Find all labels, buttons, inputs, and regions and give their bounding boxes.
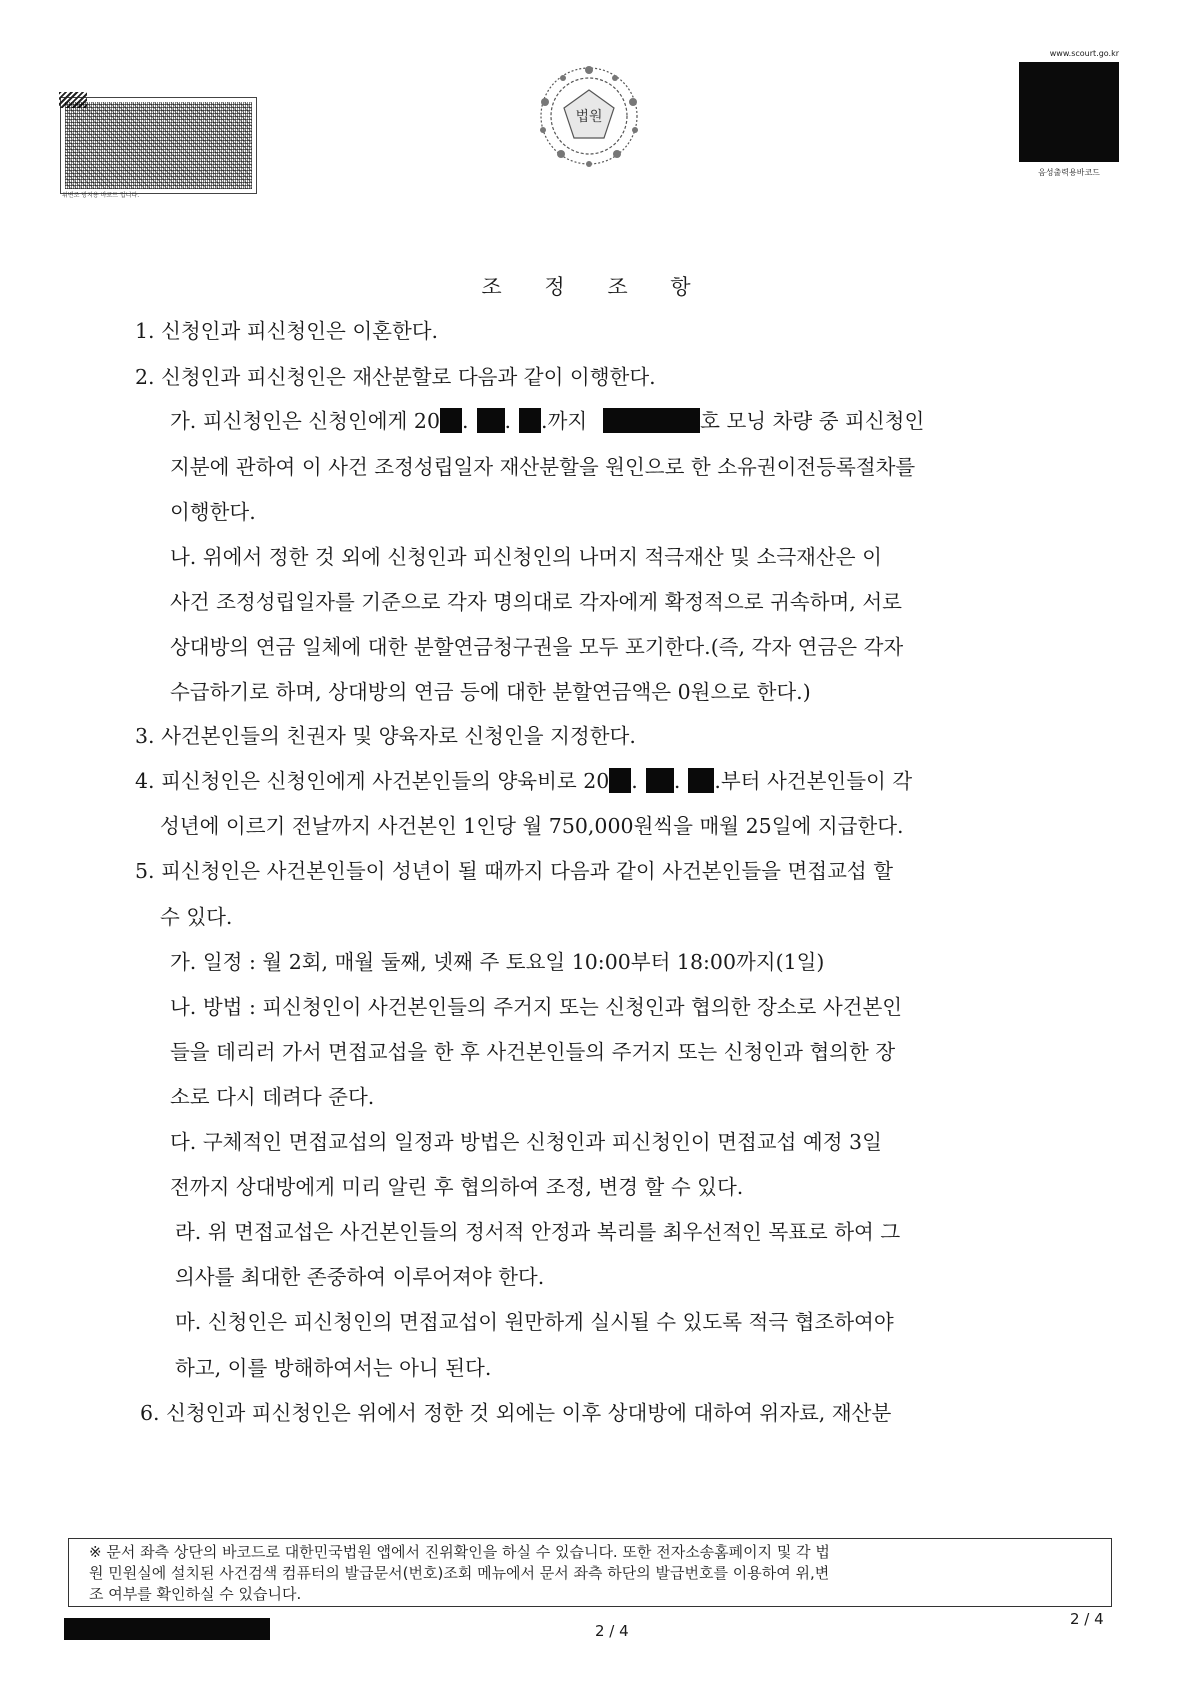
clause-2-na-cont: 사건 조정성립일자를 기준으로 각자 명의대로 각자에게 확정적으로 귀속하며, 서로 [170, 590, 902, 614]
barcode-caption: 위변조 방지용 바코드 입니다. [62, 192, 140, 199]
clause-5-da: 다. 구체적인 면접교섭의 일정과 방법은 신청인과 피신청인이 면접교섭 예정 3일 [170, 1130, 882, 1154]
clause-text: 가. 피신청인은 신청인에게 20 [170, 409, 440, 433]
clause-2: 2. 신청인과 피신청인은 재산분할로 다음과 같이 이행한다. [135, 365, 656, 389]
redaction-block [477, 408, 505, 433]
issue-number-redaction [64, 1618, 270, 1640]
clause-5-na-cont: 들을 데리러 가서 면접교섭을 한 후 사건본인들의 주거지 또는 신청인과 협의한 장 [170, 1040, 896, 1064]
clause-2-ga-cont: 지분에 관하여 이 사건 조정성립일자 재산분할을 원인으로 한 소유권이전등록절차를 [170, 455, 916, 479]
clause-5-ma: 마. 신청인은 피신청인의 면접교섭이 원만하게 실시될 수 있도록 적극 협조하여야 [175, 1310, 894, 1334]
redaction-block [646, 768, 674, 793]
redaction-block [519, 408, 541, 433]
voice-output-barcode [1019, 62, 1119, 162]
page-number-right: 2 / 4 [1070, 1610, 1104, 1628]
clause-text: 4. 피신청인은 신청인에게 사건본인들의 양육비로 20 [135, 769, 610, 793]
document-title: 조 정 조 항 [481, 275, 709, 299]
clause-text: . [673, 769, 681, 793]
notice-line: 조 여부를 확인하실 수 있습니다. [89, 1585, 302, 1603]
court-emblem [535, 62, 643, 170]
voice-barcode-caption: 음성출력용바코드 [1038, 168, 1100, 177]
clause-1: 1. 신청인과 피신청인은 이혼한다. [135, 319, 439, 343]
clause-5-cont: 수 있다. [160, 905, 233, 929]
clause-2-na-cont: 수급하기로 하며, 상대방의 연금 등에 대한 분할연금액은 0원으로 한다.) [170, 680, 811, 704]
clause-2-ga-cont: 이행한다. [170, 500, 256, 524]
clause-5-ma-cont: 하고, 이를 방해하여서는 아니 된다. [175, 1356, 492, 1380]
clause-5-ra-cont: 의사를 최대한 존중하여 이루어져야 한다. [175, 1265, 545, 1289]
site-url: www.scourt.go.kr [1049, 49, 1119, 58]
clause-text: . [631, 769, 638, 793]
verification-notice [68, 1538, 1112, 1607]
barcode-pattern [65, 102, 252, 189]
clause-text: . [461, 409, 469, 433]
anti-forgery-barcode [60, 97, 257, 194]
clause-text: . [504, 409, 512, 433]
court-emblem-icon [535, 62, 643, 170]
redaction-block [603, 408, 700, 433]
clause-2-na-cont: 상대방의 연금 일체에 대한 분할연금청구권을 모두 포기한다.(즉, 각자 연금은 각자 [170, 635, 904, 659]
emblem-label: 법원 [575, 109, 603, 125]
clause-text: 호 모닝 차량 중 피신청인 [700, 409, 925, 433]
clause-4-cont: 성년에 이르기 전날까지 사건본인 1인당 월 750,000원씩을 매월 25일에 지급한다. [160, 814, 904, 838]
clause-5-na-cont: 소로 다시 데려다 준다. [170, 1085, 375, 1109]
page-number: 2 / 4 [595, 1622, 629, 1640]
clause-5-na: 나. 방법 : 피신청인이 사건본인들의 주거지 또는 신청인과 협의한 장소로 사건본인 [170, 995, 903, 1019]
clause-text: .부터 사건본인들이 각 [714, 769, 913, 793]
clause-5-ra: 라. 위 면접교섭은 사건본인들의 정서적 안정과 복리를 최우선적인 목표로 하여 그 [175, 1220, 901, 1244]
clause-5-ga: 가. 일정 : 월 2회, 매월 둘째, 넷째 주 토요일 10:00부터 18:00까지(1일) [170, 950, 825, 974]
clause-2-ga [170, 407, 924, 435]
clause-5: 5. 피신청인은 사건본인들이 성년이 될 때까지 다음과 같이 사건본인들을 면접교섭 할 [135, 859, 894, 883]
redaction-block [440, 408, 462, 433]
clause-3: 3. 사건본인들의 친권자 및 양육자로 신청인을 지정한다. [135, 724, 636, 748]
clause-5-da-cont: 전까지 상대방에게 미리 알린 후 협의하여 조정, 변경 할 수 있다. [170, 1175, 744, 1199]
clause-2-na: 나. 위에서 정한 것 외에 신청인과 피신청인의 나머지 적극재산 및 소극재산은 이 [170, 545, 882, 569]
clause-6: 6. 신청인과 피신청인은 위에서 정한 것 외에는 이후 상대방에 대하여 위자료, 재산분 [140, 1401, 892, 1425]
clause-text: .까지 [541, 409, 588, 433]
notice-line: 원 민원실에 설치된 사건검색 컴퓨터의 발급문서(번호)조회 메뉴에서 문서 좌측 하단의 발급번호를 이용하여 위,변 [89, 1564, 830, 1582]
redaction-block [609, 768, 631, 793]
clause-4 [135, 767, 912, 795]
notice-line: ※ 문서 좌측 상단의 바코드로 대한민국법원 앱에서 진위확인을 하실 수 있습니다. 또한 전자소송홈페이지 및 각 법 [89, 1543, 830, 1561]
redaction-block [688, 768, 714, 793]
